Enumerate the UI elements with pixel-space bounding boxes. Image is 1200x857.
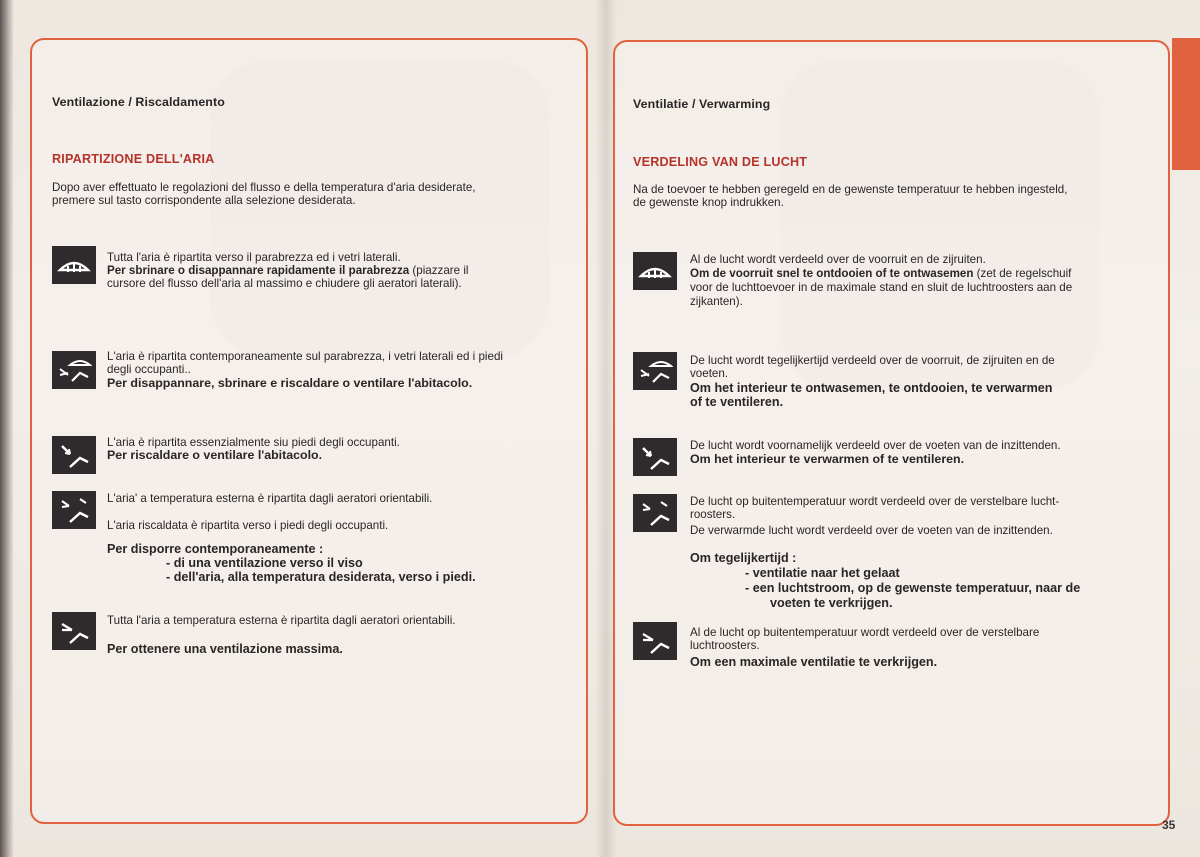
page-number: 35 xyxy=(1162,818,1176,832)
right-item5-line3: Om een maximale ventilatie te verkrijgen. xyxy=(690,655,938,669)
right-intro-2: de gewenste knop indrukken. xyxy=(633,196,784,209)
left-item1-line2 xyxy=(107,264,468,277)
right-item3-line1: De lucht wordt voornamelijk verdeeld over de voeten van de inzittenden. xyxy=(690,439,1061,452)
right-item4-bullet1: - ventilatie naar het gelaat xyxy=(745,566,900,580)
right-item5-line2: luchtroosters. xyxy=(690,639,760,652)
left-heading: RIPARTIZIONE DELL'ARIA xyxy=(52,152,215,166)
right-item4-line1: De lucht op buitentemperatuur wordt verdeeld over de verstelbare lucht- xyxy=(690,495,1060,508)
left-item2-line1: L'aria è ripartita contemporaneamente sul parabrezza, i vetri laterali ed i piedi xyxy=(107,350,503,363)
right-item1-line2 xyxy=(690,267,1071,280)
left-item1-line1: Tutta l'aria è ripartita verso il parabrezza ed i vetri laterali. xyxy=(107,251,401,264)
face-vent-icon xyxy=(633,622,677,660)
left-intro-2: premere sul tasto corrispondente alla selezione desiderata. xyxy=(52,194,356,207)
right-item4-line2: roosters. xyxy=(690,508,736,521)
left-intro-1: Dopo aver effettuato le regolazioni del flusso e della temperatura d'aria desiderate, xyxy=(52,181,476,194)
right-item1-line2-bold: Om de voorruit snel te ontdooien of te ontwasemen xyxy=(690,267,974,280)
right-item2-line3: Om het interieur te ontwasemen, te ontdooien, te verwarmen xyxy=(690,381,1053,395)
windscreen-demist-icon xyxy=(52,246,96,284)
left-item3-line2: Per riscaldare o ventilare l'abitacolo. xyxy=(107,448,323,462)
left-item5-line1: Tutta l'aria a temperatura esterna è ripartita dagli aeratori orientabili. xyxy=(107,614,456,627)
right-section-title: Ventilatie / Verwarming xyxy=(633,97,771,111)
left-item2-line3: Per disappannare, sbrinare e riscaldare o ventilare l'abitacolo. xyxy=(107,376,473,390)
face-and-feet-icon xyxy=(52,491,96,529)
face-vent-icon xyxy=(52,612,96,650)
left-section-title: Ventilazione / Riscaldamento xyxy=(52,95,225,109)
left-item4-bullet1: - di una ventilazione verso il viso xyxy=(166,556,363,570)
feet-airflow-icon xyxy=(633,438,677,476)
left-item5-line2: Per ottenere una ventilazione massima. xyxy=(107,642,343,656)
right-item3-line2: Om het interieur te verwarmen of te ventileren. xyxy=(690,452,965,466)
right-item2-line4: of te ventileren. xyxy=(690,395,784,409)
feet-airflow-icon xyxy=(52,436,96,474)
left-item3-line1: L'aria è ripartita essenzialmente siu piedi degli occupanti. xyxy=(107,436,400,449)
page-edge-shadow xyxy=(0,0,14,857)
right-item1-line2-rest: (zet de regelschuif xyxy=(973,267,1072,280)
right-item4-bullet2b: voeten te verkrijgen. xyxy=(770,596,893,610)
windscreen-demist-icon xyxy=(633,252,677,290)
right-heading: VERDELING VAN DE LUCHT xyxy=(633,155,808,169)
right-item2-line2: voeten. xyxy=(690,367,729,380)
right-item1-line3: voor de luchttoevoer in de maximale stand en sluit de luchtroosters aan de xyxy=(690,281,1073,294)
right-item4-bullet2: - een luchtstroom, op de gewenste temperatuur, naar de xyxy=(745,581,1081,595)
face-and-feet-icon xyxy=(633,494,677,532)
left-item4-line2: L'aria riscaldata è ripartita verso i piedi degli occupanti. xyxy=(107,519,389,532)
windscreen-and-feet-icon xyxy=(633,352,677,390)
left-item1-line2-bold: Per sbrinare o disappannare rapidamente il parabrezza xyxy=(107,264,410,277)
right-item1-line1: Al de lucht wordt verdeeld over de voorruit en de zijruiten. xyxy=(690,253,986,266)
right-item1-line4: zijkanten). xyxy=(690,295,743,308)
thumb-index-tab xyxy=(1172,38,1200,170)
left-item4-line3: Per disporre contemporaneamente : xyxy=(107,542,324,556)
right-item2-line1: De lucht wordt tegelijkertijd verdeeld over de voorruit, de zijruiten en de xyxy=(690,354,1055,367)
right-intro-1: Na de toevoer te hebben geregeld en de gewenste temperatuur te hebben ingesteld, xyxy=(633,183,1068,196)
right-item4-line4: Om tegelijkertijd : xyxy=(690,551,797,565)
left-item1-line2-rest: (piazzare il xyxy=(409,264,469,277)
right-item4-line3: De verwarmde lucht wordt verdeeld over de voeten van de inzittenden. xyxy=(690,524,1053,537)
right-item5-line1: Al de lucht op buitentemperatuur wordt verdeeld over de verstelbare xyxy=(690,626,1040,639)
left-item2-line2: degli occupanti.. xyxy=(107,363,191,376)
left-item1-line3: cursore del flusso dell'aria al massimo e chiudere gli aeratori laterali). xyxy=(107,277,462,290)
left-item4-bullet2: - dell'aria, alla temperatura desiderata, verso i piedi. xyxy=(166,570,476,584)
left-item4-line1: L'aria' a temperatura esterna è ripartita dagli aeratori orientabili. xyxy=(107,492,433,505)
windscreen-and-feet-icon xyxy=(52,351,96,389)
